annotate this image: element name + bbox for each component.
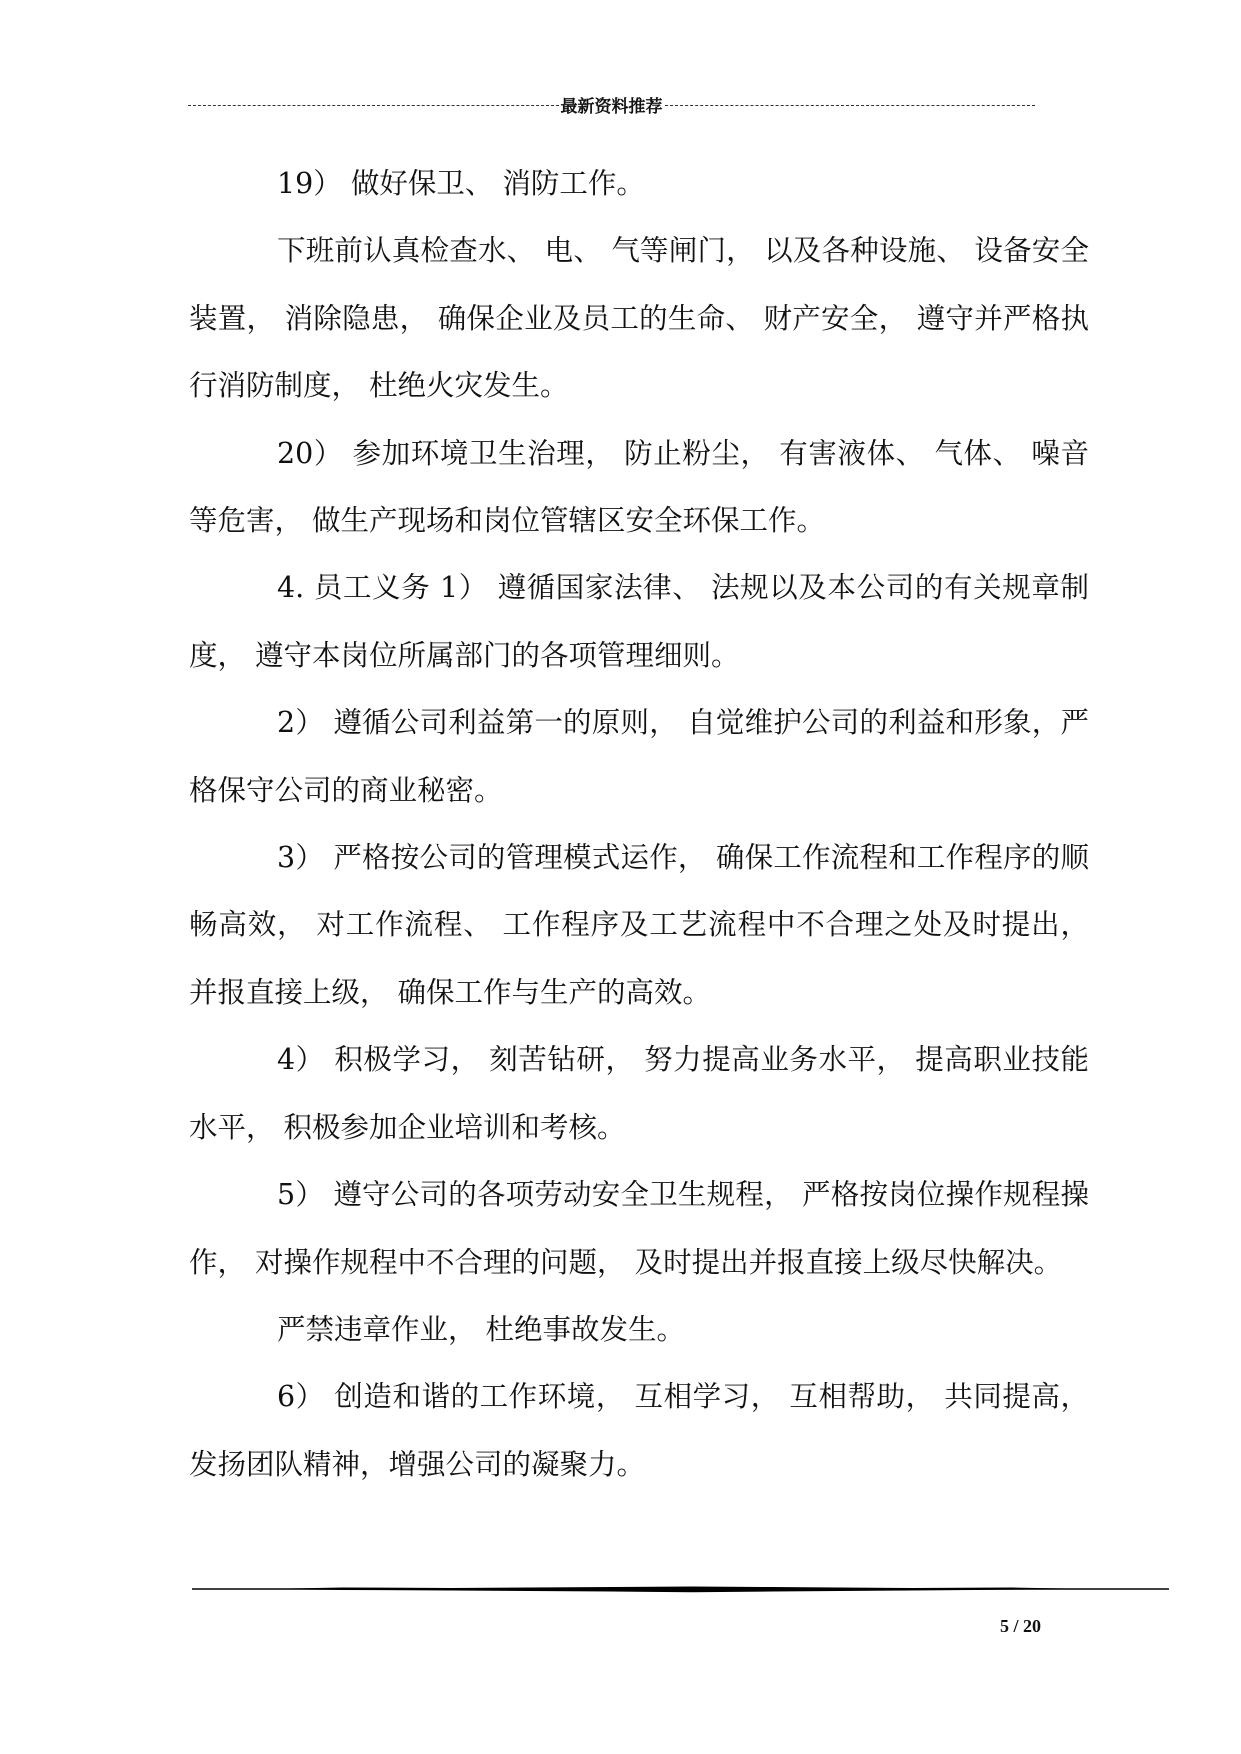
paragraph: 6） 创造和谐的工作环境， 互相学习， 互相帮助， 共同提高， 发扬团队精神，增强公司的凝聚力。 <box>189 1380 1089 1481</box>
paragraph: 4. 员工义务 1） 遵循国家法律、 法规以及本公司的有关规章制度， 遵守本岗位所属部门的各项管理细则。 <box>189 571 1089 672</box>
paragraph: 3） 严格按公司的管理模式运作， 确保工作流程和工作程序的顺畅高效， 对工作流程、 工作程序及工艺流程中不合理之处及时提出， 并报直接上级， 确保工作与生产的高效。 <box>189 841 1089 1009</box>
header-dash-right <box>665 105 1036 106</box>
document-body <box>189 150 1089 1498</box>
paragraph: 下班前认真检查水、 电、 气等闸门， 以及各种设施、 设备安全装置， 消除隐患， 确保企业及员工的生命、 财产安全， 遵守并严格执行消防制度， 杜绝火灾发生。 <box>189 234 1089 403</box>
paragraph: 4） 积极学习， 刻苦钻研， 努力提高业务水平， 提高职业技能水平， 积极参加企业培训和考核。 <box>189 1043 1089 1144</box>
page-header <box>188 92 1035 116</box>
paragraph: 5） 遵守公司的各项劳动安全卫生规程， 严格按岗位操作规程操作， 对操作规程中不合理的问题， 及时提出并报直接上级尽快解决。 <box>189 1178 1089 1279</box>
page-number: 5 / 20 <box>1000 1616 1042 1636</box>
footer-rule <box>192 1586 1169 1594</box>
paragraph: 2） 遵循公司利益第一的原则， 自觉维护公司的利益和形象，严格保守公司的商业秘密。 <box>189 706 1089 807</box>
paragraph: 20） 参加环境卫生治理， 防止粉尘， 有害液体、 气体、 噪音等危害， 做生产现场和岗位管辖区安全环保工作。 <box>189 436 1089 538</box>
paragraph: 严禁违章作业， 杜绝事故发生。 <box>277 1312 686 1346</box>
header-dash-left <box>188 105 559 106</box>
paragraph: 19） 做好保卫、 消防工作。 <box>277 167 645 200</box>
header-title: 最新资料推荐 <box>560 96 663 117</box>
